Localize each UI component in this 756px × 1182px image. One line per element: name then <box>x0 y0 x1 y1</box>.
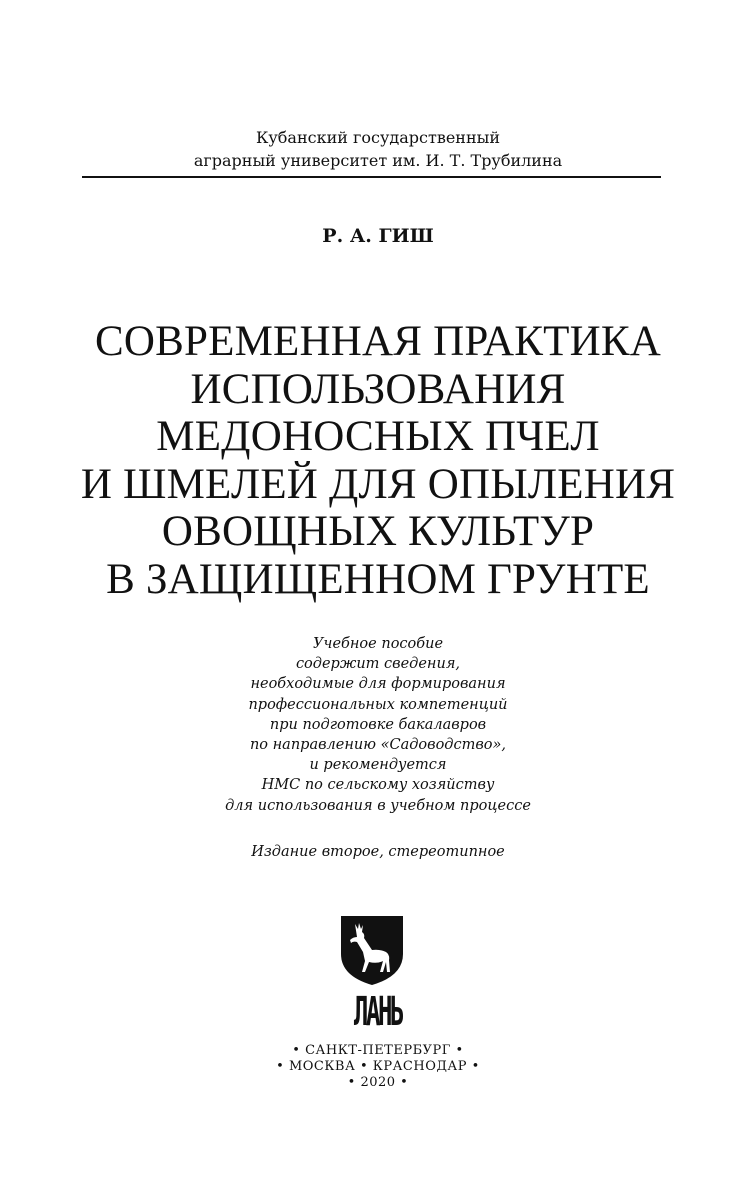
university-line-1: Кубанский государственный <box>255 128 501 147</box>
title-line: В ЗАЩИЩЕННОМ ГРУНТЕ <box>106 555 650 603</box>
book-title <box>0 318 756 603</box>
title-line: СОВРЕМЕННАЯ ПРАКТИКА <box>95 318 661 365</box>
cities-line-2: • МОСКВА • КРАСНОДАР • <box>276 1059 480 1074</box>
annotation-line: Учебное пособие <box>312 636 444 652</box>
cities-line-1: • САНКТ-ПЕТЕРБУРГ • <box>292 1043 464 1058</box>
annotation-line: НМС по сельскому хозяйству <box>261 777 495 794</box>
annotation-line: профессиональных компетенций <box>248 696 508 713</box>
header-divider <box>82 176 661 178</box>
title-line: МЕДОНОСНЫХ ПЧЕЛ <box>156 413 600 460</box>
annotation-line: по направлению «Садоводство», <box>249 737 507 754</box>
publisher-cities <box>0 1043 756 1091</box>
university-name <box>0 126 756 172</box>
publisher-name: ЛАНЬ <box>353 989 403 1035</box>
annotation-line: содержит сведения, <box>295 656 461 673</box>
annotation-line: для использования в учебном процессе <box>225 797 531 814</box>
annotation-line: при подготовке бакалавров <box>269 716 487 733</box>
annotation <box>0 634 756 816</box>
publication-year: • 2020 • <box>347 1075 409 1090</box>
annotation-line: и рекомендуется <box>309 757 447 774</box>
edition-note: Издание второе, стереотипное <box>251 844 505 860</box>
author-name: Р. А. ГИШ <box>322 225 434 247</box>
title-line: И ШМЕЛЕЙ ДЛЯ ОПЫЛЕНИЯ <box>80 460 676 508</box>
university-line-2: аграрный университет им. И. Т. Трубилина <box>193 151 563 170</box>
title-line: ИСПОЛЬЗОВАНИЯ <box>190 365 566 413</box>
deer-shield-logo-icon <box>339 914 405 986</box>
annotation-line: необходимые для формирования <box>250 676 506 693</box>
title-line: ОВОЩНЫХ КУЛЬТУР <box>161 508 595 555</box>
